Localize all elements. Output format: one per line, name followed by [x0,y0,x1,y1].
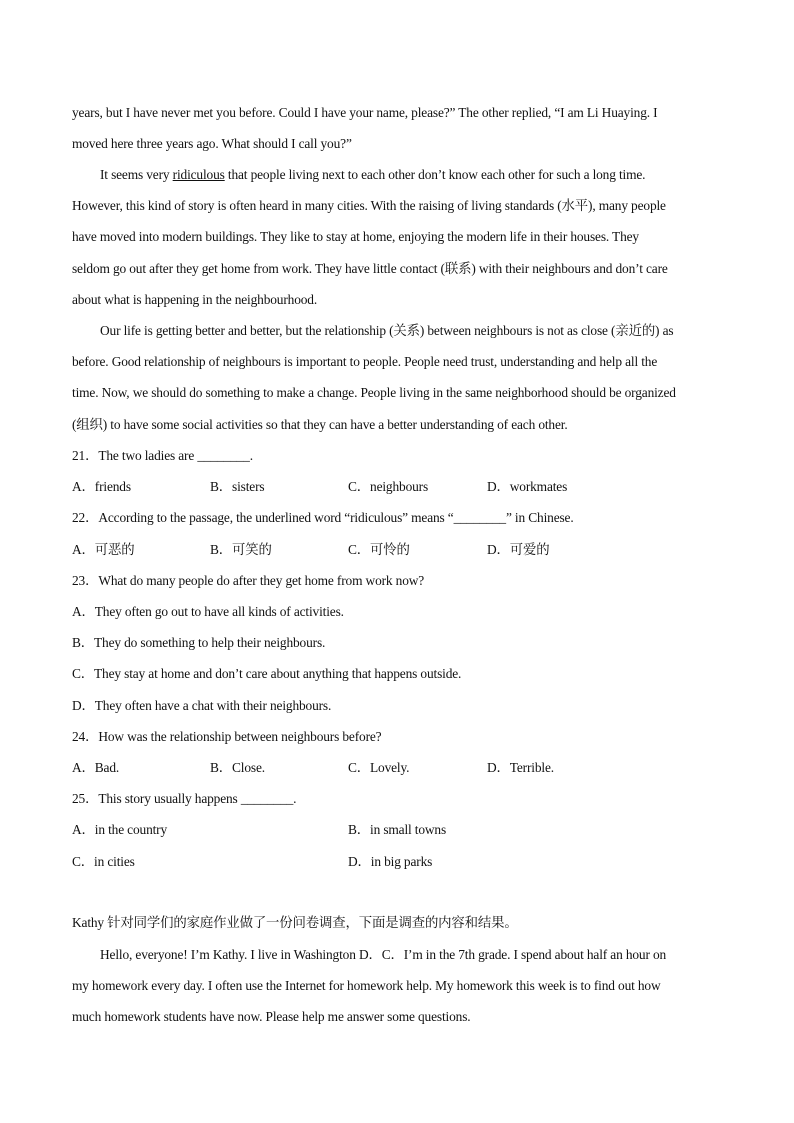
question-stem: 22．According to the passage, the underlined word “ridiculous” means “________” in Chinese. [72,510,574,525]
passage-line: have moved into modern buildings. They like to stay at home, enjoying the modern life in their houses. They [72,229,639,244]
answer-option: A．可恶的 [72,542,135,557]
passage-line: my homework every day. I often use the Internet for homework help. My homework this week is to find out how [72,978,661,993]
passage-line: about what is happening in the neighbourhood. [72,292,318,307]
question-stem: 25．This story usually happens ________. [72,791,297,806]
answer-option: A．Bad. [72,760,120,775]
passage-text: that people living next to each other don’t know each other for such a long time. [224,167,646,182]
passage-line: years, but I have never met you before. Could I have your name, please?” The other replied, “I am Li Huaying. I [72,105,658,120]
answer-option: B．sisters [210,479,265,494]
answer-option: B．in small towns [348,822,447,837]
underlined-word: ridiculous [172,167,225,182]
passage-line: Hello, everyone! I’m Kathy. I live in Washington D．C．I’m in the 7th grade. I spend about half an hour on [100,947,667,962]
passage-line [100,166,760,184]
passage-line: much homework students have now. Please help me answer some questions. [72,1009,471,1024]
answer-option: B．Close. [210,760,265,775]
answer-option: D．Terrible. [487,760,554,775]
answer-option: A．friends [72,479,131,494]
answer-option: D．They often have a chat with their neighbours. [72,698,332,713]
question-stem: 21．The two ladies are ________. [72,448,253,463]
question-stem: 24．How was the relationship between neighbours before? [72,729,382,744]
answer-option: D．workmates [487,479,568,494]
answer-option: B．They do something to help their neighbours. [72,635,326,650]
answer-option: A．in the country [72,822,168,837]
answer-option: A．They often go out to have all kinds of activities. [72,604,344,619]
question-stem: 23．What do many people do after they get home from work now? [72,573,425,588]
passage-line: time. Now, we should do something to make a change. People living in the same neighborhood should be organized [72,385,676,400]
answer-option: D．in big parks [348,854,433,869]
answer-option: C．neighbours [348,479,429,494]
answer-option: C．They stay at home and don’t care about anything that happens outside. [72,666,462,681]
section-intro: Kathy 针对同学们的家庭作业做了一份问卷调查，下面是调查的内容和结果。 [72,915,518,930]
answer-option: C．Lovely. [348,760,410,775]
passage-line: before. Good relationship of neighbours is important to people. People need trust, understanding and help all the [72,354,658,369]
passage-line: Our life is getting better and better, but the relationship (关系) between neighbours is not as close (亲近的) as [100,323,674,338]
passage-line: moved here three years ago. What should I call you?” [72,136,352,151]
passage-text: It seems very [100,167,173,182]
passage-line: seldom go out after they get home from work. They have little contact (联系) with their neighbours and don’t care [72,261,668,276]
passage-line: However, this kind of story is often heard in many cities. With the raising of living standards (水平), many people [72,198,666,213]
answer-option: C．可怜的 [348,542,410,557]
passage-line: (组织) to have some social activities so that they can have a better understanding of each other. [72,417,568,432]
answer-option: C．in cities [72,854,135,869]
answer-option: B．可笑的 [210,542,272,557]
answer-option: D．可爱的 [487,542,550,557]
